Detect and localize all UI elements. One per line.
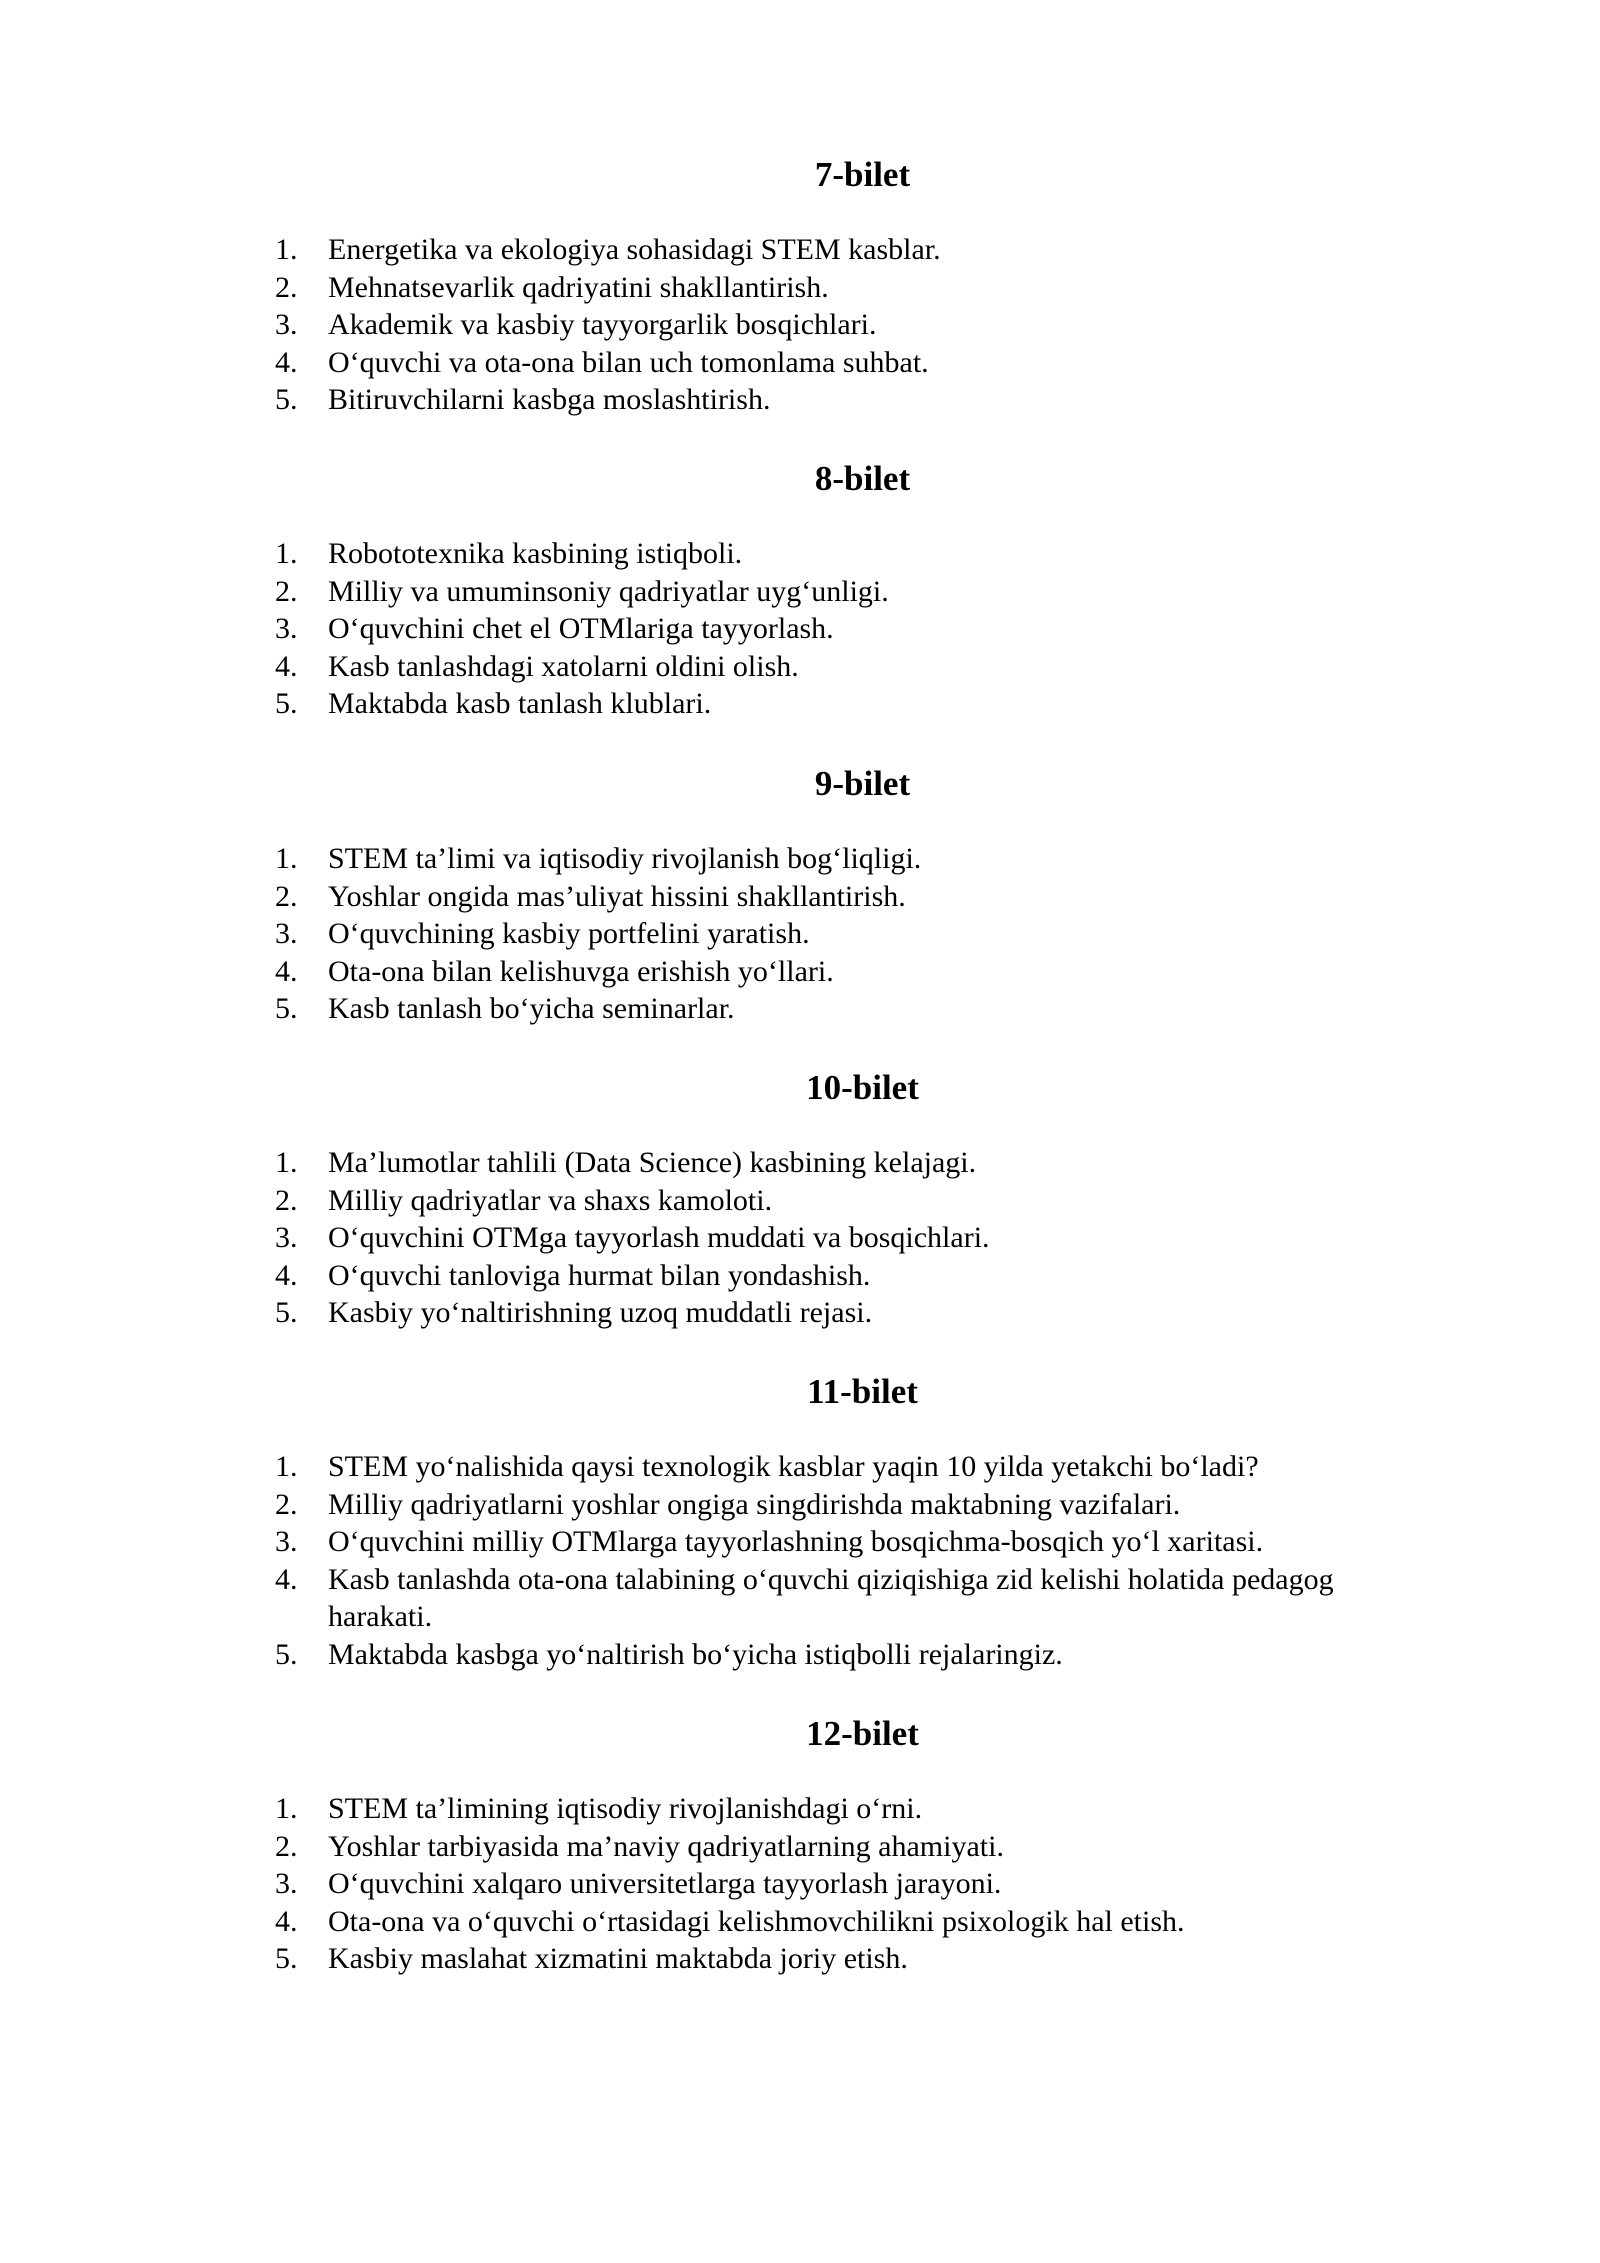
question-text: Milliy qadriyatlar va shaxs kamoloti. (328, 1183, 773, 1217)
question-item (275, 1486, 1425, 1524)
question-number: 4. (275, 1562, 298, 1596)
question-text: O‘quvchini OTMga tayyorlash muddati va bosqichlari. (328, 1221, 990, 1254)
question-item (275, 344, 1425, 382)
question-text: Mehnatsevarlik qadriyatini shakllantirish. (328, 270, 829, 304)
question-number: 4. (275, 345, 298, 379)
question-text: Yoshlar tarbiyasida ma’naviy qadriyatlarning ahamiyati. (328, 1829, 1004, 1863)
question-item (275, 1294, 1425, 1332)
question-number: 2. (275, 879, 298, 913)
question-text: O‘quvchining kasbiy portfelini yaratish. (328, 917, 810, 950)
question-number: 2. (275, 1183, 298, 1217)
question-text: Robototexnika kasbining istiqboli. (328, 537, 743, 570)
question-list (275, 1448, 1425, 1673)
question-number: 3. (275, 612, 298, 645)
question-number: 3. (275, 308, 298, 341)
question-number: 1. (275, 537, 298, 570)
question-item (275, 878, 1425, 916)
question-number: 1. (275, 842, 298, 875)
ticket-11 (275, 1372, 1425, 1673)
question-item (275, 1182, 1425, 1220)
question-text: O‘quvchini xalqaro universitetlarga tayyorlash jarayoni. (328, 1867, 1002, 1900)
question-item (275, 1790, 1425, 1828)
ticket-title: 10-bilet (806, 1068, 919, 1107)
question-number: 5. (275, 383, 298, 416)
question-number: 5. (275, 1637, 298, 1671)
question-item (275, 1448, 1425, 1486)
ticket-title: 9-bilet (814, 764, 911, 803)
question-number: 5. (275, 992, 298, 1025)
question-text: Kasbiy maslahat xizmatini maktabda joriy etish. (328, 1942, 908, 1975)
question-text: Akademik va kasbiy tayyorgarlik bosqichlari. (328, 308, 877, 341)
question-number: 2. (275, 574, 298, 608)
question-item (275, 1561, 1425, 1636)
question-item (275, 1523, 1425, 1561)
question-list (275, 840, 1425, 1028)
question-number: 3. (275, 1867, 298, 1900)
question-text: Bitiruvchilarni kasbga moslashtirish. (328, 383, 771, 416)
ticket-title: 7-bilet (814, 155, 911, 194)
question-item (275, 306, 1425, 344)
question-item (275, 231, 1425, 269)
question-item (275, 1940, 1425, 1978)
question-number: 2. (275, 1487, 298, 1521)
question-item (275, 1144, 1425, 1182)
ticket-title: 12-bilet (806, 1714, 919, 1753)
ticket-12 (275, 1714, 1425, 1978)
ticket-title: 11-bilet (807, 1372, 918, 1411)
ticket-9 (275, 764, 1425, 1028)
question-item (275, 990, 1425, 1028)
question-number: 4. (275, 954, 298, 988)
question-item (275, 610, 1425, 648)
question-text: Energetika va ekologiya sohasidagi STEM kasblar. (328, 233, 941, 266)
question-text: Kasbiy yo‘naltirishning uzoq muddatli rejasi. (328, 1296, 873, 1329)
question-item (275, 381, 1425, 419)
question-item (275, 269, 1425, 307)
question-text: Maktabda kasbga yo‘naltirish bo‘yicha istiqbolli rejalaringiz. (328, 1637, 1063, 1671)
question-number: 3. (275, 1221, 298, 1254)
question-text: Milliy va umuminsoniy qadriyatlar uyg‘unligi. (328, 574, 889, 608)
question-text: Kasb tanlash bo‘yicha seminarlar. (328, 992, 735, 1025)
question-number: 5. (275, 1296, 298, 1329)
question-number: 2. (275, 1829, 298, 1863)
question-text: Ota-ona va o‘quvchi o‘rtasidagi kelishmovchilikni psixologik hal etish. (328, 1904, 1185, 1938)
question-number: 1. (275, 1792, 298, 1825)
question-item (275, 573, 1425, 611)
ticket-7 (275, 155, 1425, 419)
question-item (275, 1903, 1425, 1941)
question-text: O‘quvchini milliy OTMlarga tayyorlashning bosqichma-bosqich yo‘l xaritasi. (328, 1525, 1264, 1558)
question-item (275, 685, 1425, 723)
question-text: STEM ta’limining iqtisodiy rivojlanishdagi o‘rni. (328, 1792, 923, 1825)
question-number: 4. (275, 1904, 298, 1938)
question-text: Kasb tanlashdagi xatolarni oldini olish. (328, 649, 799, 683)
question-text: O‘quvchini chet el OTMlariga tayyorlash. (328, 612, 834, 645)
question-text: Yoshlar ongida mas’uliyat hissini shakllantirish. (328, 879, 906, 913)
ticket-10 (275, 1068, 1425, 1332)
question-text: STEM yo‘nalishida qaysi texnologik kasblar yaqin 10 yilda yetakchi bo‘ladi? (328, 1450, 1259, 1483)
question-text: Milliy qadriyatlarni yoshlar ongiga singdirishda maktabning vazifalari. (328, 1487, 1181, 1521)
question-number: 2. (275, 270, 298, 304)
question-item (275, 535, 1425, 573)
question-item (275, 1865, 1425, 1903)
question-number: 3. (275, 1525, 298, 1558)
question-text: Ota-ona bilan kelishuvga erishish yo‘llari. (328, 954, 834, 988)
question-list (275, 231, 1425, 419)
question-number: 4. (275, 1258, 298, 1292)
question-text: O‘quvchi va ota-ona bilan uch tomonlama suhbat. (328, 345, 929, 379)
question-item (275, 648, 1425, 686)
question-number: 5. (275, 1942, 298, 1975)
question-text: Maktabda kasb tanlash klublari. (328, 687, 712, 720)
question-number: 1. (275, 1146, 298, 1179)
question-list (275, 1790, 1425, 1978)
question-text: O‘quvchi tanloviga hurmat bilan yondashish. (328, 1258, 871, 1292)
question-item (275, 840, 1425, 878)
ticket-title: 8-bilet (814, 459, 911, 498)
question-item (275, 1219, 1425, 1257)
ticket-8 (275, 459, 1425, 723)
question-text: Ma’lumotlar tahlili (Data Science) kasbining kelajagi. (328, 1146, 977, 1179)
question-list (275, 535, 1425, 723)
question-item (275, 1257, 1425, 1295)
question-list (275, 1144, 1425, 1332)
question-item (275, 953, 1425, 991)
question-item (275, 1828, 1425, 1866)
question-number: 5. (275, 687, 298, 720)
question-number: 4. (275, 649, 298, 683)
question-item (275, 915, 1425, 953)
question-item (275, 1636, 1425, 1674)
question-text: Kasb tanlashda ota-ona talabining o‘quvchi qiziqishiga zid kelishi holatida pedagog harakati. (328, 1562, 1334, 1633)
question-number: 1. (275, 1450, 298, 1483)
question-text: STEM ta’limi va iqtisodiy rivojlanish bog‘liqligi. (328, 842, 922, 875)
question-number: 3. (275, 917, 298, 950)
question-number: 1. (275, 233, 298, 266)
